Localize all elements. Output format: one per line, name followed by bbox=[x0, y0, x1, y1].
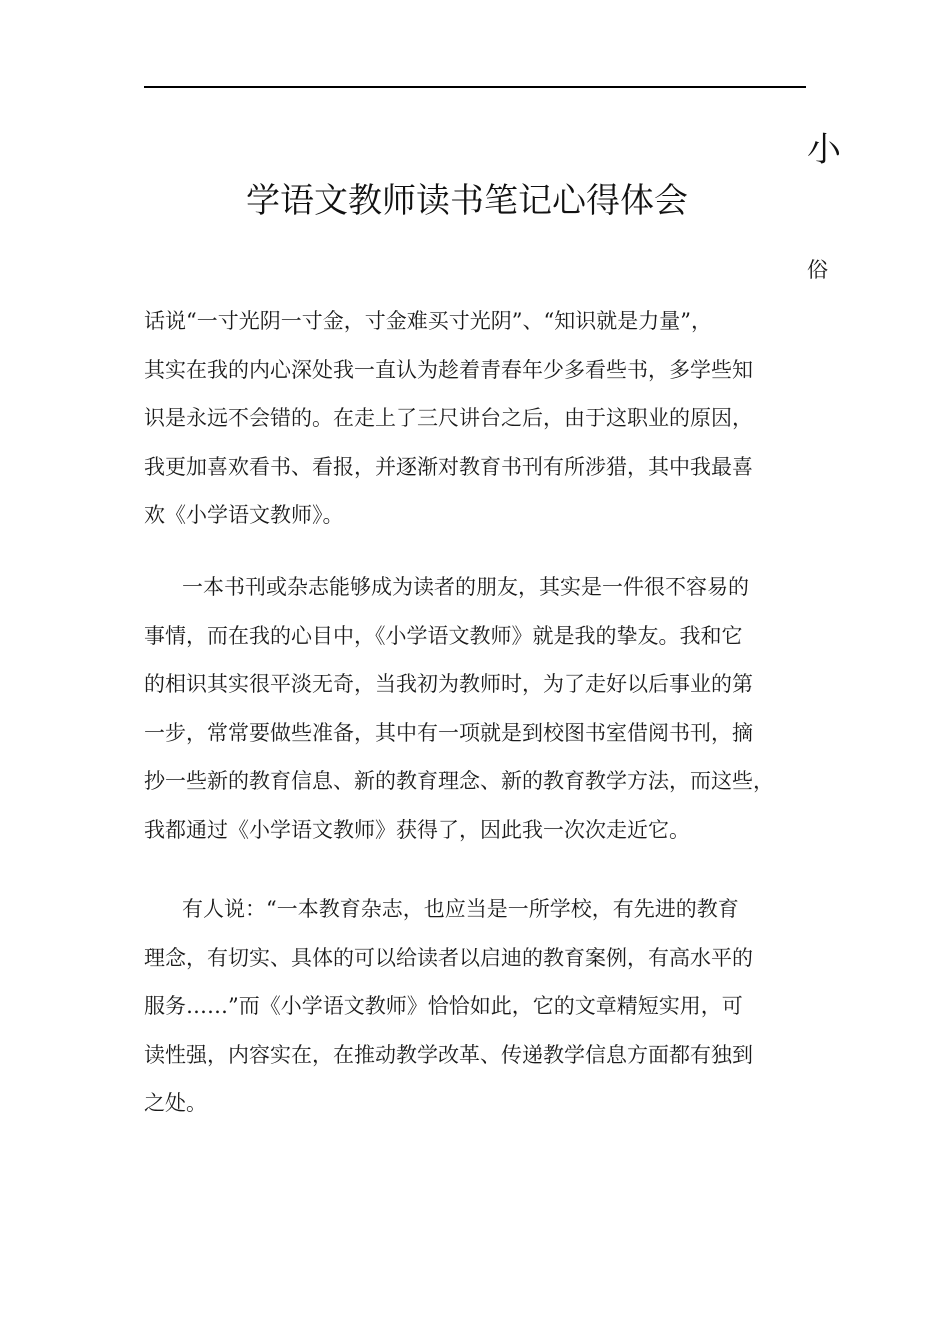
paragraph-3 bbox=[144, 885, 806, 1128]
paragraph-line: 一步，常常要做些准备，其中有一项就是到校图书室借阅书刊，摘 bbox=[144, 720, 753, 745]
paragraph-line: 一本书刊或杂志能够成为读者的朋友，其实是一件很不容易的 bbox=[182, 575, 749, 599]
paragraph-line: 服务……”而《小学语文教师》恰恰如此，它的文章精短实用，可 bbox=[144, 994, 743, 1018]
paragraph-line: 抄一些新的教育信息、新的教育理念、新的教育教学方法，而这些， bbox=[144, 769, 774, 793]
paragraph-2 bbox=[144, 563, 806, 854]
paragraph-lead-char: 俗 bbox=[807, 258, 828, 282]
paragraph-1 bbox=[144, 297, 806, 540]
title-first-char: 小 bbox=[807, 130, 841, 170]
paragraph-line: 读性强，内容实在，在推动教学改革、传递教学信息方面都有独到 bbox=[144, 1042, 753, 1067]
page-title: 学语文教师读书笔记心得体会 bbox=[246, 181, 688, 221]
paragraph-line: 之处。 bbox=[144, 1091, 207, 1115]
paragraph-line: 话说“一寸光阴一寸金，寸金难买寸光阴”、“知识就是力量”， bbox=[144, 309, 712, 333]
paragraph-line: 其实在我的内心深处我一直认为趁着青春年少多看些书，多学些知 bbox=[144, 357, 753, 382]
paragraph-line: 有人说：“一本教育杂志，也应当是一所学校，有先进的教育 bbox=[182, 897, 739, 921]
paragraph-line: 我都通过《小学语文教师》获得了，因此我一次次走近它。 bbox=[144, 817, 690, 842]
header-rule bbox=[144, 86, 806, 88]
paragraph-line: 理念，有切实、具体的可以给读者以启迪的教育案例，有高水平的 bbox=[144, 945, 753, 970]
paragraph-line: 识是永远不会错的。在走上了三尺讲台之后，由于这职业的原因， bbox=[144, 406, 753, 430]
paragraph-line: 欢《小学语文教师》。 bbox=[144, 503, 344, 527]
paragraph-line: 事情，而在我的心目中，《小学语文教师》就是我的挚友。我和它 bbox=[144, 623, 743, 648]
paragraph-line: 我更加喜欢看书、看报，并逐渐对教育书刊有所涉猎，其中我最喜 bbox=[144, 454, 753, 479]
paragraph-line: 的相识其实很平淡无奇，当我初为教师时，为了走好以后事业的第 bbox=[144, 672, 753, 696]
